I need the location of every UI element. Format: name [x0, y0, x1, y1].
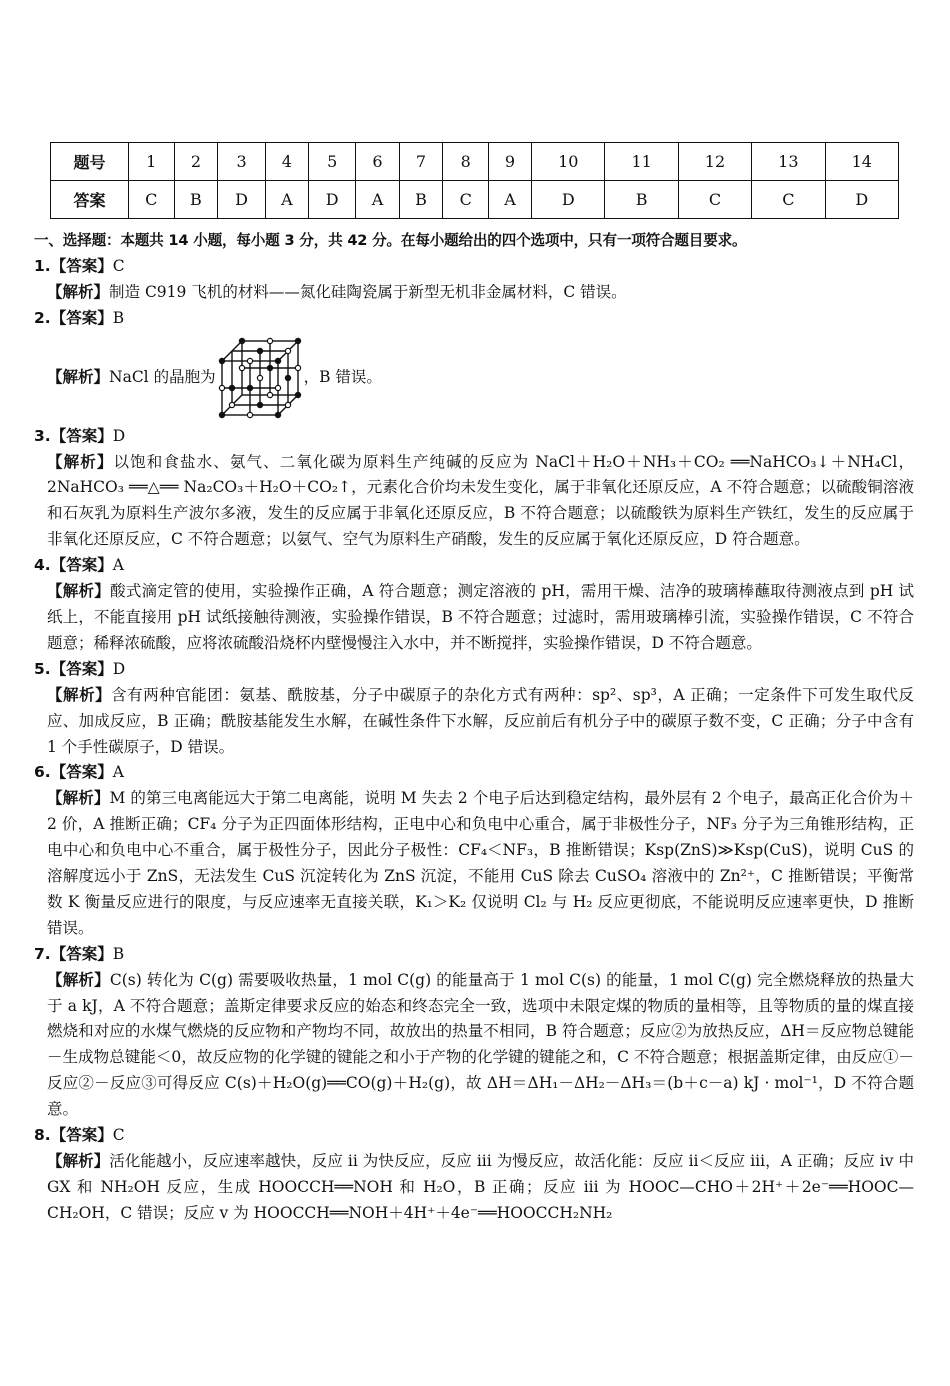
question-answer-line — [34, 424, 914, 450]
explain-tag: 【解析】 — [47, 685, 112, 704]
explain-tag: 【解析】 — [47, 282, 110, 301]
answer-value: C — [112, 1126, 125, 1145]
answer-tag: 【答案】 — [50, 256, 113, 275]
table-cell: 5 — [308, 143, 355, 181]
answer-value: C — [112, 256, 125, 275]
explain-tag: 【解析】 — [47, 452, 114, 471]
explanation-text: ，B 错误。 — [303, 367, 382, 386]
table-cell: 12 — [678, 143, 751, 181]
answer-tag: 【答案】 — [50, 426, 113, 445]
answer-value: A — [112, 763, 124, 782]
table-row-answers — [51, 181, 899, 219]
answer-value: D — [112, 659, 126, 678]
answer-tag: 【答案】 — [50, 556, 113, 575]
explanation-text: M 的第三电离能远大于第二电离能，说明 M 失去 2 个电子后达到稳定结构，最外层有 2 个电子，最高正化合价为＋2 价，A 推断正确；CF₄ 分子为正四面体形结构，正电中心和负电中心重合，属于非极性分子，NF₃ 分子为三角锥形结构，正电中心和负电中心不重合，属于极性分子，因此分子极性：CF₄＜NF₃，B 推断错误；Ksp(ZnS)≫Ksp(CuS)，说明 CuS 的溶解度远小于 ZnS，无法发生 CuS 沉淀转化为 ZnS 沉淀，不能用 CuS 除去 CuSO₄ 溶液中的 Zn²⁺，C 推断错误；平衡常数 K 衡量反应进行的限度，与反应速率无直接关联，K₁＞K₂ 仅说明 Cl₂ 与 H₂ 反应更彻底，不能说明反应速率更快，D 推断错误。 — [47, 789, 914, 937]
table-cell: 3 — [218, 143, 265, 181]
question-number: 1. — [34, 256, 51, 275]
question-answer-line — [34, 1123, 914, 1149]
table-cell: A — [356, 181, 399, 219]
table-cell: D — [532, 181, 605, 219]
table-cell: 13 — [752, 143, 825, 181]
table-cell: B — [605, 181, 678, 219]
explanation — [34, 786, 914, 941]
question-answer-line — [34, 254, 914, 280]
table-cell: B — [174, 181, 218, 219]
table-cell: 14 — [825, 143, 898, 181]
question-answer-line — [34, 760, 914, 786]
explain-tag: 【解析】 — [47, 582, 111, 601]
table-cell: D — [218, 181, 265, 219]
question-number: 8. — [34, 1126, 51, 1145]
table-cell: 1 — [129, 143, 175, 181]
answer-tag: 【答案】 — [50, 763, 113, 782]
answer-value: A — [112, 556, 124, 575]
question-answer-line — [34, 942, 914, 968]
answer-table — [50, 142, 899, 219]
table-cell: 11 — [605, 143, 678, 181]
question-number: 5. — [34, 659, 51, 678]
explain-tag: 【解析】 — [47, 789, 110, 808]
table-cell: 9 — [488, 143, 531, 181]
row-label-number: 题号 — [51, 143, 129, 181]
explain-tag: 【解析】 — [47, 367, 110, 386]
table-cell: C — [678, 181, 751, 219]
table-cell: 10 — [532, 143, 605, 181]
table-cell: D — [825, 181, 898, 219]
table-cell: D — [308, 181, 355, 219]
question-number: 2. — [34, 308, 51, 327]
explain-tag: 【解析】 — [47, 970, 110, 989]
answer-tag: 【答案】 — [50, 944, 113, 963]
explanation — [34, 968, 914, 1123]
explanation-text: NaCl 的晶胞为 — [109, 367, 216, 386]
section-title: 一、选择题：本题共 14 小题，每小题 3 分，共 42 分。在每小题给出的四个选项中，只有一项符合题目要求。 — [34, 232, 747, 249]
answer-tag: 【答案】 — [50, 1126, 113, 1145]
table-cell: B — [399, 181, 443, 219]
table-cell: 4 — [265, 143, 308, 181]
table-cell: A — [488, 181, 531, 219]
table-cell: A — [265, 181, 308, 219]
answer-tag: 【答案】 — [50, 308, 113, 327]
solutions-body — [34, 228, 914, 1227]
answer-value: D — [112, 426, 126, 445]
explanation-text: 酸式滴定管的使用，实验操作正确，A 符合题意；测定溶液的 pH，需用干燥、洁净的玻璃棒蘸取待测液点到 pH 试纸上，不能直接用 pH 试纸接触待测液，实验操作错误，B 不符合题意；过滤时，需用玻璃棒引流，实验操作错误，C 不符合题意；稀释浓硫酸，应将浓硫酸沿烧杯内壁慢慢注入水中，并不断搅拌，实验操作错误，D 不符合题意。 — [47, 582, 914, 652]
table-cell: 6 — [356, 143, 399, 181]
table-cell: 7 — [399, 143, 443, 181]
explanation — [34, 683, 914, 761]
row-label-answer: 答案 — [51, 181, 129, 219]
explain-tag: 【解析】 — [47, 1152, 110, 1170]
table-cell: C — [752, 181, 825, 219]
explanation-text: C(s) 转化为 C(g) 需要吸收热量，1 mol C(g) 的能量高于 1 mol C(s) 的能量，1 mol C(g) 完全燃烧释放的热量大于 a kJ，A 不符合题意；盖斯定律要求反应的始态和终态完全一致，选项中未限定煤的物质的量相等，且等物质的量的煤直接燃烧和对应的水煤气燃烧的反应物和产物均不同，故放出的热量不相同，B 符合题意；反应②为放热反应，ΔH＝反应物总键能－生成物总键能＜0，故反应物的化学键的键能之和小于产物的化学键的键能之和，C 不符合题意；根据盖斯定律，由反应①－反应②－反应③可得反应 C(s)＋H₂O(g)══CO(g)＋H₂(g)，故 ΔH＝ΔH₁－ΔH₂－ΔH₃＝(b＋c－a) kJ · mol⁻¹，D 不符合题意。 — [47, 970, 914, 1119]
answer-value: B — [112, 944, 125, 963]
explanation — [34, 450, 914, 554]
table-cell: 8 — [443, 143, 489, 181]
nacl-crystal-cell-image — [218, 337, 302, 419]
explanation-text: 含有两种官能团：氨基、酰胺基，分子中碳原子的杂化方式有两种：sp²、sp³，A 正确；一定条件下可发生取代反应、加成反应，B 正确；酰胺基能发生水解，在碱性条件下水解，反应前后有机分子中的碳原子数不变，C 正确；分子中含有 1 个手性碳原子，D 错误。 — [47, 685, 914, 756]
table-row-numbers — [51, 143, 899, 181]
answer-value: B — [112, 308, 125, 327]
explanation-text: 活化能越小，反应速率越快，反应 ii 为快反应，反应 iii 为慢反应，故活化能：反应 ii＜反应 iii，A 正确；反应 iv 中 GX 和 NH₂OH 反应，生成 HOOCCH══NOH 和 H₂O，B 正确；反应 iii 为 HOOC—CHO＋2H⁺＋2e⁻══HOOC—CH₂OH，C 错误；反应 v 为 HOOCCH══NOH＋4H⁺＋4e⁻══HOOCCH₂NH₂ — [47, 1152, 914, 1222]
explanation — [34, 579, 914, 657]
question-answer-line — [34, 657, 914, 683]
question-number: 4. — [34, 556, 51, 575]
question-number: 3. — [34, 426, 51, 445]
question-answer-line — [34, 553, 914, 579]
answer-tag: 【答案】 — [50, 659, 113, 678]
table-cell: 2 — [174, 143, 218, 181]
explanation-text: 制造 C919 飞机的材料——氮化硅陶瓷属于新型无机非金属材料，C 错误。 — [109, 282, 627, 301]
question-answer-line — [34, 306, 914, 332]
explanation-text: 以饱和食盐水、氨气、二氧化碳为原料生产纯碱的反应为 NaCl＋H₂O＋NH₃＋CO₂ ══NaHCO₃↓＋NH₄Cl，2NaHCO₃ ══△══ Na₂CO₃＋H₂O＋CO₂↑，元素化合价均未发生变化，属于非氧化还原反应，A 不符合题意；以硫酸铜溶液和石灰乳为原料生产波尔多液，发生的反应属于非氧化还原反应，B 不符合题意；以硫酸铁为原料生产铁红，发生的反应属于非氧化还原反应，C 不符合题意；以氨气、空气为原料生产硝酸，发生的反应属于氧化还原反应，D 符合题意。 — [47, 452, 914, 549]
table-cell: C — [129, 181, 175, 219]
explanation — [34, 280, 914, 306]
question-number: 6. — [34, 763, 51, 782]
question-number: 7. — [34, 944, 51, 963]
table-cell: C — [443, 181, 489, 219]
explanation — [34, 1149, 914, 1227]
explanation — [34, 332, 914, 424]
